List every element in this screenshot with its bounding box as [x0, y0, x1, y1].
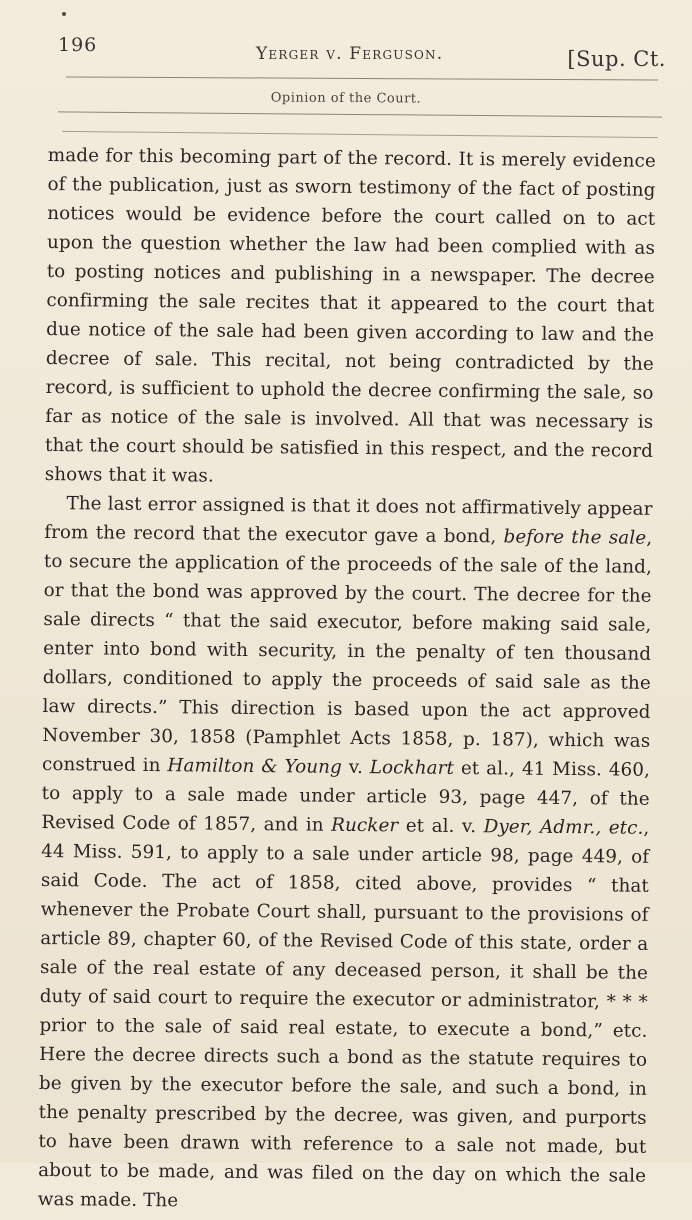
- section-heading: Opinion of the Court.: [270, 90, 422, 107]
- page-header: [58, 30, 668, 74]
- ink-speck: [62, 12, 66, 16]
- opinion-body: [38, 141, 656, 1220]
- paragraph-continuation: made for this becoming part of the record. It is merely evidence of the publication, just as sworn testimony of the fact of posting notices would be evidence before the court called on to act upon the question whether the law had been complied with as to posting notices and publishing in a newspaper. The decree confirming the sale recites that it appeared to the court that due notice of the sale had been given according to law and the decree of sale. This recital, not being contradicted by the record, is sufficient to uphold the decree confirming the sale, so far as notice of the sale is involved. All that was necessary is that the court should be satisfied in this respect, and the record shows that it was.: [44, 144, 656, 487]
- text-run: , 44 Miss. 591, to apply to a sale under article 98, page 449, of said Code. The act of 1858, cited above, provides “ that whenever the Probate Court shall, pursuant to the provisions of article 89, chapter 60, of the Revised Code of this state, order a sale of the real estate of any deceased person, it shall be the duty of said court to require the executor or administrator, * * * prior to the sale of said real estate, to execute a bond,” etc. Here the decree directs such a bond as the statute requires to be given by the executor before the sale, and such a bond, in the penalty prescribed by the decree, was given, and purports to have been drawn with reference to a sale not made, but about to be made, and was filed on the day on which the sale was made. The: [37, 817, 650, 1212]
- case-name: Lockhart: [369, 757, 455, 779]
- text-run: et al. v.: [405, 815, 477, 838]
- header-rule: [66, 76, 658, 80]
- section-rule-top: [58, 111, 662, 117]
- court-abbreviation: [Sup. Ct.: [567, 47, 666, 71]
- case-name: Hamilton & Young: [167, 755, 342, 778]
- italic-phrase: before the sale: [503, 526, 647, 549]
- section-rule-bottom: [62, 131, 658, 138]
- text-run: et al., 41 Miss. 460, to apply to a sale made under article 93, page 447, of the Revised Code of 1857, and in: [41, 757, 651, 836]
- text-run: , to secure the application of the proceeds of the sale of the land, or that the bond was approved by the court. The decree for the sale directs “ that the said executor, before making said sale, enter into bond with security, in the penalty of ten thousand dollars, conditioned to apply the proceeds of said sale as the law directs.” This direction is based upon the act approved November 30, 1858 (Pamphlet Acts 1858, p. 187), which was construed in: [41, 527, 653, 777]
- case-name: Dyer, Admr., etc.: [483, 816, 644, 839]
- text-run: The last error assigned is that it does not affirmatively appear from the record that the executor gave a bond,: [44, 493, 653, 548]
- case-name: Rucker: [331, 814, 399, 837]
- running-title: Yerger v. Ferguson.: [256, 44, 444, 64]
- text-run: v.: [348, 756, 364, 779]
- paragraph-bond-error: [38, 489, 653, 1220]
- page-number: 196: [58, 34, 98, 56]
